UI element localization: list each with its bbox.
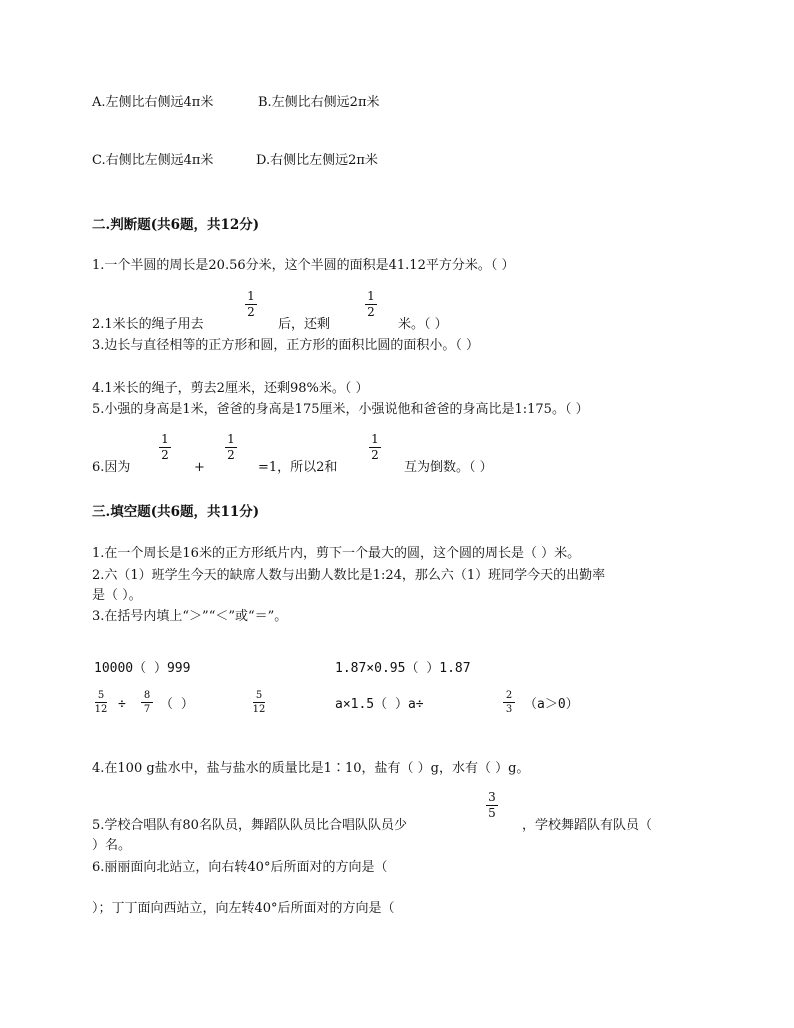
fraction: [502, 690, 516, 715]
denominator: 12: [252, 704, 266, 715]
denominator: 5: [488, 806, 496, 820]
numerator: 1: [161, 432, 169, 446]
fraction: [243, 290, 259, 319]
fraction: [223, 433, 239, 462]
compare-row2-b-pre: a×1.5（ ）a÷: [335, 697, 424, 712]
divide-sign: ÷: [118, 697, 126, 712]
compare-row1-b: 1.87×0.95（ ）1.87: [335, 661, 471, 676]
numerator: 1: [371, 432, 379, 446]
denominator: 2: [367, 305, 375, 319]
fraction: [94, 690, 108, 715]
numerator: 5: [255, 690, 263, 701]
fill-q5-pre: 5.学校合唱队有80名队员，舞蹈队队员比合唱队队员少: [92, 818, 407, 833]
fill-q3: 3.在括号内填上“＞”“＜”或“＝”。: [92, 609, 288, 624]
judge-q5: 5.小强的身高是1米，爸爸的身高是175厘米，小强说他和爸爸的身高比是1:175。（ ）: [92, 402, 589, 417]
compare-row1-a: 10000（ ）999: [94, 661, 191, 676]
denominator: 2: [371, 448, 379, 462]
section-title-judgement: 二.判断题(共6题，共12分): [92, 217, 260, 233]
option-b: B.左侧比右侧远2π米: [258, 95, 380, 110]
numerator: 5: [97, 690, 105, 701]
fraction: [484, 791, 500, 820]
denominator: 2: [247, 305, 255, 319]
option-c: C.右侧比左侧远4π米: [92, 153, 214, 168]
fill-q6-line1: 6.丽丽面向北站立，向右转40°后所面对的方向是（: [92, 860, 388, 875]
judge-q4: 4.1米长的绳子，剪去2厘米，还剩98%米。（ ）: [92, 381, 369, 396]
fraction: [140, 690, 154, 715]
numerator: 3: [488, 790, 496, 804]
fill-q6-line2: ）；丁丁面向西站立，向左转40°后所面对的方向是（: [92, 901, 395, 916]
judge-q6-pre: 6.因为: [92, 460, 131, 475]
fill-q1: 1.在一个周长是16米的正方形纸片内，剪下一个最大的圆，这个圆的周长是（ ）米。: [92, 546, 581, 561]
plus-sign: +: [194, 460, 205, 475]
fraction: [252, 690, 266, 715]
judge-q6-eq: =1，所以2和: [258, 460, 338, 475]
fraction: [363, 290, 379, 319]
judge-q2-post: 米。（ ）: [398, 317, 448, 332]
numerator: 1: [247, 289, 255, 303]
judge-q1: 1.一个半圆的周长是20.56分米，这个半圆的面积是41.12平方分米。（ ）: [92, 258, 515, 273]
fill-q4: 4.在100 g盐水中，盐与盐水的质量比是1∶10，盐有（ ）g，水有（ ）g。: [92, 761, 530, 776]
fill-q5-line2: ）名。: [92, 838, 132, 853]
fill-q2-line1: 2.六（1）班学生今天的缺席人数与出勤人数比是1:24，那么六（1）班同学今天的出勤率: [92, 568, 606, 583]
denominator: 2: [227, 448, 235, 462]
fraction: [367, 433, 383, 462]
denominator: 7: [143, 704, 151, 715]
denominator: 12: [94, 704, 108, 715]
judge-q2-pre: 2.1米长的绳子用去: [92, 317, 204, 332]
fill-q5-post: ，学校舞蹈队有队员（: [522, 818, 653, 833]
numerator: 8: [143, 690, 151, 701]
compare-paren: （ ）: [160, 697, 194, 712]
judge-q6-post: 互为倒数。（ ）: [404, 460, 493, 475]
judge-q3: 3.边长与直径相等的正方形和圆，正方形的面积比圆的面积小。（ ）: [92, 338, 480, 353]
option-a: A.左侧比右侧远4π米: [92, 95, 214, 110]
numerator: 2: [505, 690, 513, 701]
numerator: 1: [367, 289, 375, 303]
section-title-fill: 三.填空题(共6题，共11分): [92, 504, 260, 520]
judge-q2-mid: 后，还剩: [278, 317, 331, 332]
option-d: D.右侧比左侧远2π米: [256, 153, 378, 168]
compare-row2-b-post: （a＞0）: [524, 697, 579, 712]
numerator: 1: [227, 432, 235, 446]
fill-q2-line2: 是（ ）。: [92, 588, 142, 603]
denominator: 2: [161, 448, 169, 462]
fraction: [157, 433, 173, 462]
denominator: 3: [505, 704, 513, 715]
